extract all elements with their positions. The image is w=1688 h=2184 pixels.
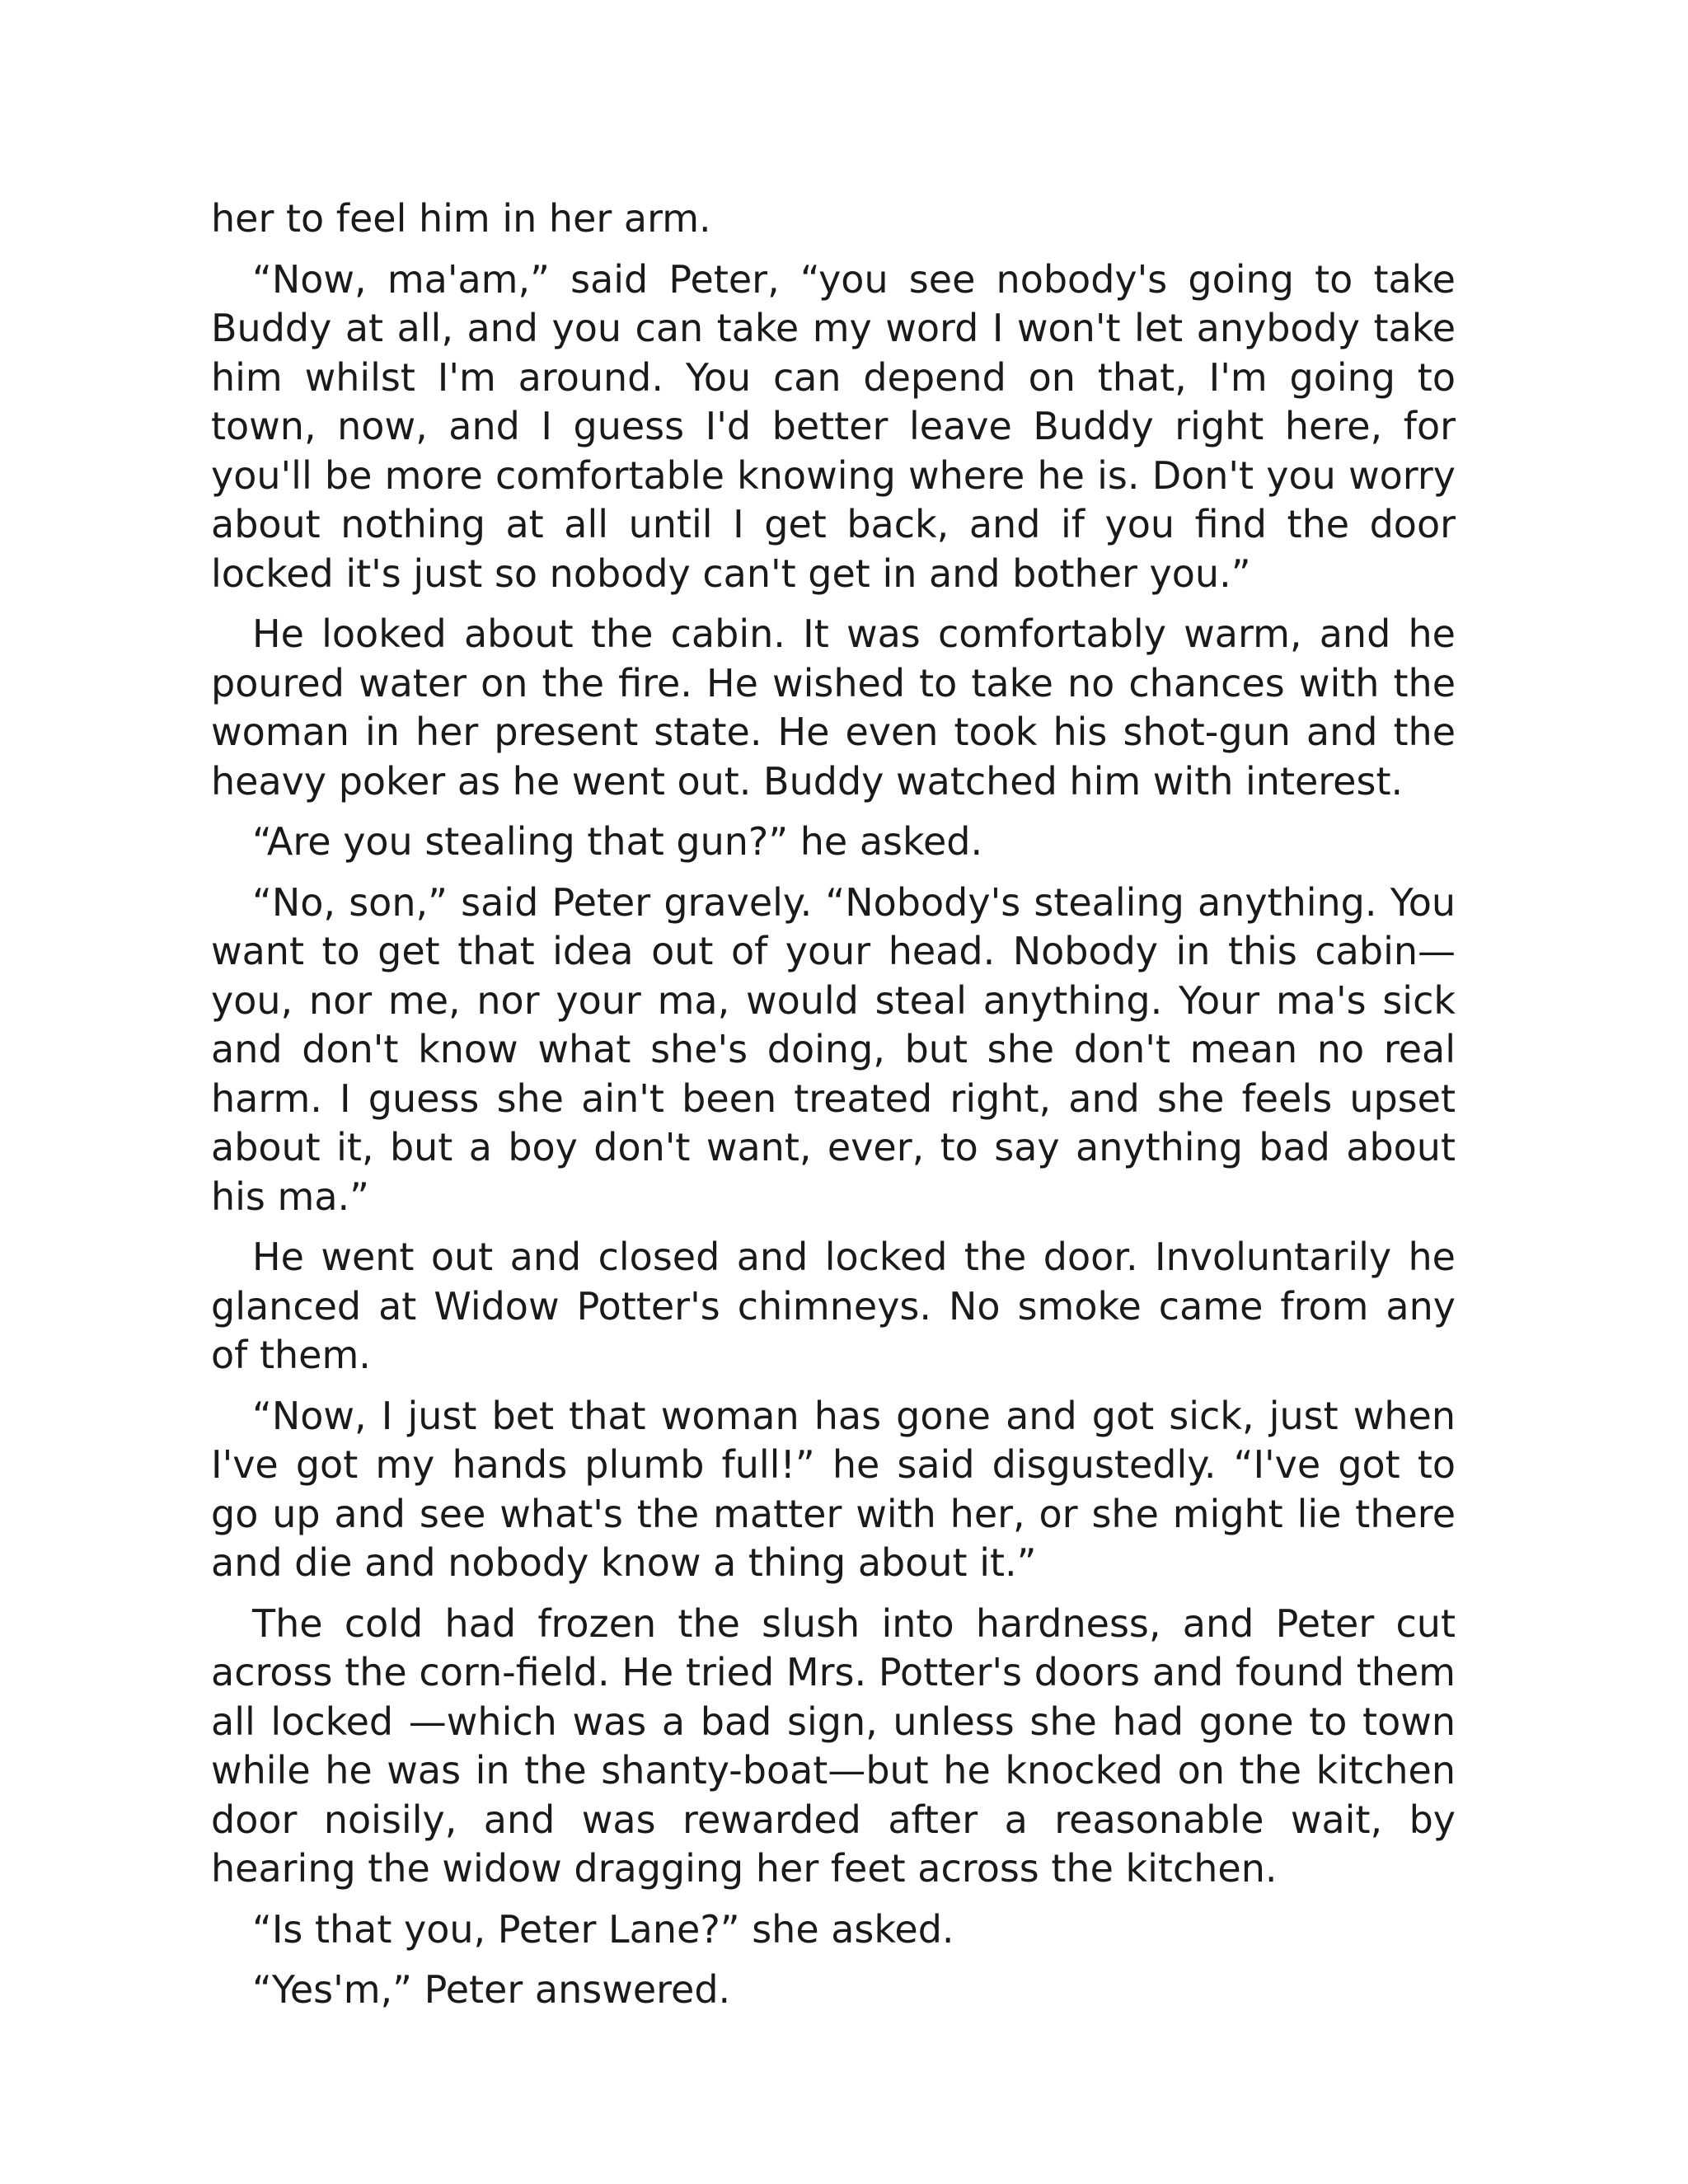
- paragraph-widow-asks: “Is that you, Peter Lane?” she asked.: [252, 1906, 954, 1952]
- paragraph-peter-answers: “Yes'm,” Peter answered.: [252, 1967, 731, 2012]
- paragraph-peter-reassures: “Now, ma'am,” said Peter, “you see nobody's going to take Buddy at all, and you can take my word I won't let anybody take him whilst I'm around. You can depend on that, I'm going to town, now, and I guess I'd better leave Buddy right here, for you'll be more comfortable knowing where he is. Don't you worry about nothing at all until I get back, and if you find the door locked it's just so nobody can't get in and bother you.”: [211, 256, 1456, 596]
- paragraph-continuation: her to feel him in her arm.: [211, 196, 711, 241]
- book-page-body: [211, 194, 1456, 2027]
- paragraph-disgustedly: “Now, I just bet that woman has gone and got sick, just when I've got my hands plumb full!” he said disgustedly. “I've got to go up and see what's the matter with her, or she might lie there and die and nobody know a thing about it.”: [211, 1393, 1456, 1585]
- paragraph-peter-gravely: “No, son,” said Peter gravely. “Nobody's stealing anything. You want to get that idea out of your head. Nobody in this cabin—you, nor me, nor your ma, would steal anything. Your ma's sick and don't know what she's doing, but she don't mean no real harm. I guess she ain't been treated right, and she feels upset about it, but a boy don't want, ever, to say anything bad about his ma.”: [211, 879, 1456, 1219]
- paragraph-cabin: He looked about the cabin. It was comfortably warm, and he poured water on the fire. He wished to take no chances with the woman in her present state. He even took his shot-gun and the heavy poker as he went out. Buddy watched him with interest.: [211, 612, 1456, 804]
- paragraph-cornfield: The cold had frozen the slush into hardness, and Peter cut across the corn-field. He tried Mrs. Potter's doors and found them all locked —which was a bad sign, unless she had gone to town while he was in the shanty-boat—but he knocked on the kitchen door noisily, and was rewarded after a reasonable wait, by hearing the widow dragging her feet across the kitchen.: [211, 1601, 1456, 1891]
- paragraph-buddy-question: “Are you stealing that gun?” he asked.: [252, 819, 983, 864]
- paragraph-locked-door: He went out and closed and locked the door. Involuntarily he glanced at Widow Potter's chimneys. No smoke came from any of them.: [211, 1235, 1456, 1377]
